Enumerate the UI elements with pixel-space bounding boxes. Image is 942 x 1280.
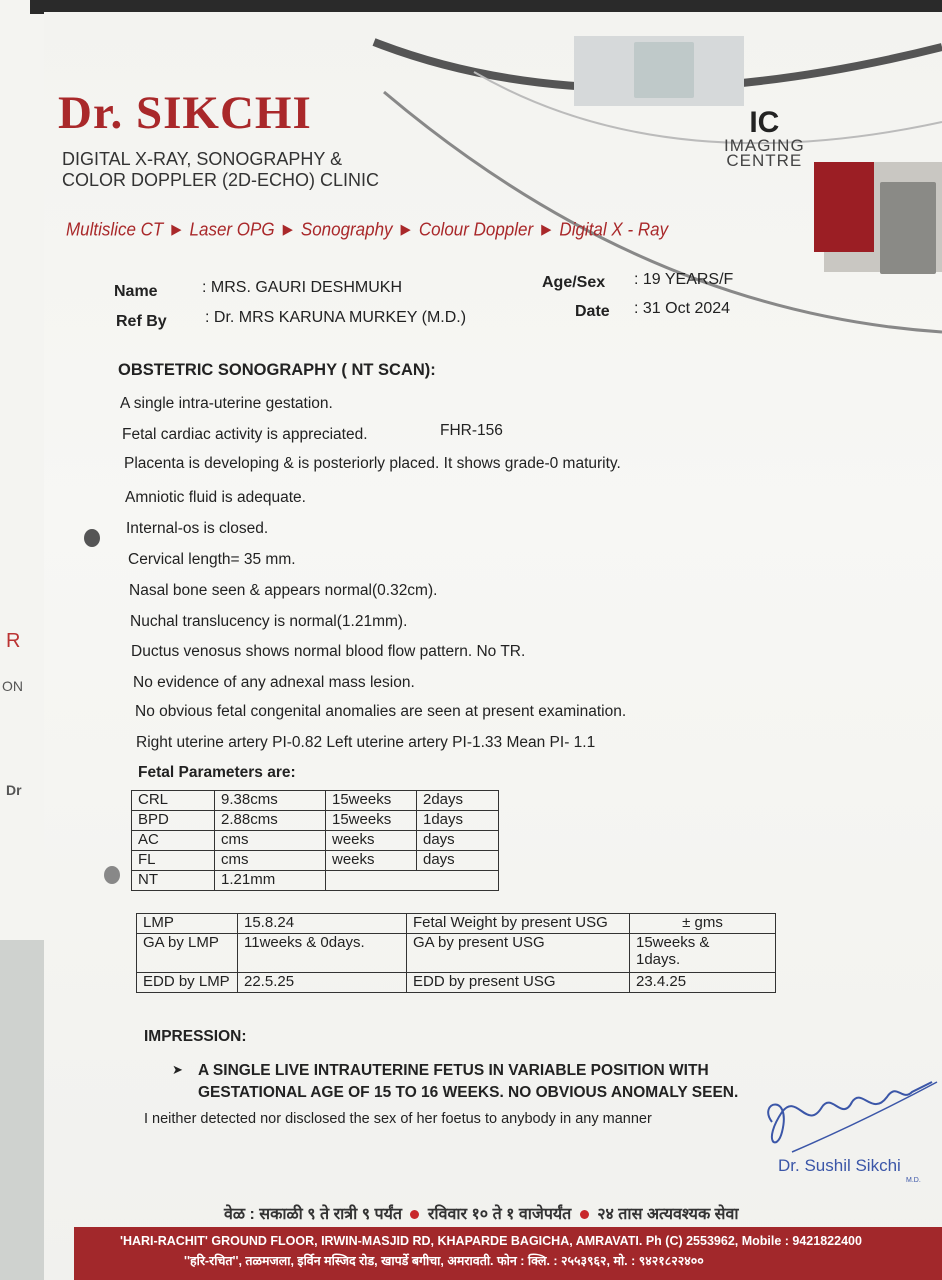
table-cell: 22.5.25	[238, 973, 407, 993]
clinic-timings	[224, 1202, 739, 1224]
table-row	[132, 791, 499, 811]
equipment-photo	[634, 42, 694, 98]
table-cell: 9.38cms	[215, 791, 326, 811]
table-cell: GA by LMP	[137, 934, 238, 973]
services-line: Multislice CT ► Laser OPG ► Sonography ► Colour Doppler ► Digital X - Ray	[66, 219, 669, 240]
finding-line: Ductus venosus shows normal blood flow pattern. No TR.	[131, 643, 526, 660]
table-cell: CRL	[132, 791, 215, 811]
date-label: Date	[575, 303, 610, 320]
impression-line: GESTATIONAL AGE OF 15 TO 16 WEEKS. NO OBVIOUS ANOMALY SEEN.	[198, 1084, 739, 1101]
table-row	[132, 811, 499, 831]
report-sheet	[44, 12, 942, 1280]
finding-line: Cervical length= 35 mm.	[128, 551, 296, 568]
imaging-centre-text: IMAGING	[724, 136, 805, 155]
table-cell: EDD by present USG	[407, 973, 630, 993]
table-cell: 15weeks	[326, 811, 417, 831]
table-cell: 1days	[417, 811, 499, 831]
timing-text: रविवार १० ते १ वाजेपर्यंत	[427, 1206, 572, 1223]
table-row	[137, 973, 776, 993]
params-heading: Fetal Parameters are:	[138, 764, 296, 781]
table-cell: FL	[132, 851, 215, 871]
table-row	[137, 914, 776, 934]
signatory-name: Dr. Sushil Sikchi	[778, 1156, 901, 1175]
signatory-degree: M.D.	[906, 1177, 921, 1184]
table-cell: 11weeks & 0days.	[238, 934, 407, 973]
clinic-subtitle-line: DIGITAL X-RAY, SONOGRAPHY &	[62, 149, 343, 169]
table-cell: GA by present USG	[407, 934, 630, 973]
table-cell: 1.21mm	[215, 871, 326, 891]
table-row	[132, 871, 499, 891]
table-cell: weeks	[326, 831, 417, 851]
fetal-parameters-table	[131, 790, 499, 891]
finding-line: No obvious fetal congenital anomalies are seen at present examination.	[135, 703, 627, 720]
table-cell: NT	[132, 871, 215, 891]
address-footer	[74, 1227, 942, 1280]
finding-line: Nuchal translucency is normal(1.21mm).	[130, 613, 408, 630]
finding-line: Amniotic fluid is adequate.	[125, 489, 306, 506]
ref-label: Ref By	[116, 313, 167, 330]
date-value: : 31 Oct 2024	[634, 300, 731, 317]
ga-usg-line: 1days.	[636, 951, 681, 968]
table-cell: BPD	[132, 811, 215, 831]
table-cell: 2days	[417, 791, 499, 811]
table-cell	[326, 871, 499, 891]
imaging-centre-icon: IC	[749, 106, 780, 139]
ref-doctor: : Dr. MRS KARUNA MURKEY (M.D.)	[205, 309, 467, 326]
imaging-centre-text: CENTRE	[726, 151, 803, 170]
timing-text: वेळ : सकाळी ९ ते रात्री ९ पर्यंत	[224, 1206, 402, 1223]
imaging-centre-logo	[724, 108, 805, 168]
fhr-value: FHR-156	[440, 422, 503, 439]
finding-line: Fetal cardiac activity is appreciated.	[122, 426, 368, 443]
table-row	[132, 831, 499, 851]
name-label: Name	[114, 283, 158, 300]
table-cell: EDD by LMP	[137, 973, 238, 993]
address-english: 'HARI-RACHIT' GROUND FLOOR, IRWIN-MASJID RD, KHAPARDE BAGICHA, AMRAVATI. Ph (C) 2553962, Mobile : 9421822400	[120, 1234, 862, 1248]
impression-line: A SINGLE LIVE INTRAUTERINE FETUS IN VARIABLE POSITION WITH	[198, 1062, 709, 1079]
handwritten-signature	[752, 1052, 942, 1162]
bullet-dot-icon	[580, 1210, 589, 1219]
table-row	[132, 851, 499, 871]
timing-text: २४ तास अत्यवश्यक सेवा	[597, 1206, 739, 1223]
table-cell: days	[417, 831, 499, 851]
table-cell: days	[417, 851, 499, 871]
finding-line: Placenta is developing & is posteriorly placed. It shows grade-0 maturity.	[124, 455, 621, 472]
punch-hole	[104, 866, 120, 884]
ga-usg-line: 15weeks &	[636, 934, 710, 951]
table-cell	[630, 934, 776, 973]
impression-text	[198, 1060, 738, 1104]
arrow-bullet-icon: ➤	[172, 1062, 183, 1077]
clinic-subtitle-line: COLOR DOPPLER (2D-ECHO) CLINIC	[62, 170, 380, 190]
table-cell: cms	[215, 831, 326, 851]
table-cell: 23.4.25	[630, 973, 776, 993]
finding-line: Right uterine artery PI-0.82 Left uterine artery PI-1.33 Mean PI- 1.1	[136, 734, 596, 751]
table-cell: Fetal Weight by present USG	[407, 914, 630, 934]
bullet-dot-icon	[410, 1210, 419, 1219]
table-cell: weeks	[326, 851, 417, 871]
disclaimer-text: I neither detected nor disclosed the sex of her foetus to anybody in any manner	[144, 1111, 652, 1127]
finding-line: Internal-os is closed.	[126, 520, 269, 537]
table-cell: 15.8.24	[238, 914, 407, 934]
clinic-subtitle	[62, 149, 379, 191]
clinic-logo-text: Dr. SIKCHI	[58, 87, 312, 139]
impression-heading: IMPRESSION:	[144, 1028, 247, 1045]
table-cell: 15weeks	[326, 791, 417, 811]
table-cell: cms	[215, 851, 326, 871]
age-sex-label: Age/Sex	[542, 274, 606, 291]
punch-hole	[84, 529, 100, 547]
table-cell: 2.88cms	[215, 811, 326, 831]
finding-line: Nasal bone seen & appears normal(0.32cm).	[129, 582, 438, 599]
edge-fragment: Dr	[6, 782, 22, 798]
xray-photo	[880, 182, 936, 274]
report-heading: OBSTETRIC SONOGRAPHY ( NT SCAN):	[118, 361, 436, 379]
dates-table	[136, 913, 776, 993]
table-row	[137, 934, 776, 973]
edge-fragment: ON	[2, 678, 23, 694]
table-cell: AC	[132, 831, 215, 851]
address-marathi: ''हरि-रचित'', तळमजला, इर्विन मस्जिद रोड, खापर्डे बगीचा, अमरावती. फोन : क्लि. : २५५३९६२, मो. : ९४२१८२२४००	[184, 1254, 704, 1268]
edge-fragment: R	[6, 630, 21, 652]
table-cell: LMP	[137, 914, 238, 934]
finding-line: A single intra-uterine gestation.	[120, 395, 333, 412]
patient-name: : MRS. GAURI DESHMUKH	[202, 279, 403, 296]
table-cell: ± gms	[630, 914, 776, 934]
age-sex-value: : 19 YEARS/F	[634, 271, 734, 288]
finding-line: No evidence of any adnexal mass lesion.	[133, 674, 415, 691]
